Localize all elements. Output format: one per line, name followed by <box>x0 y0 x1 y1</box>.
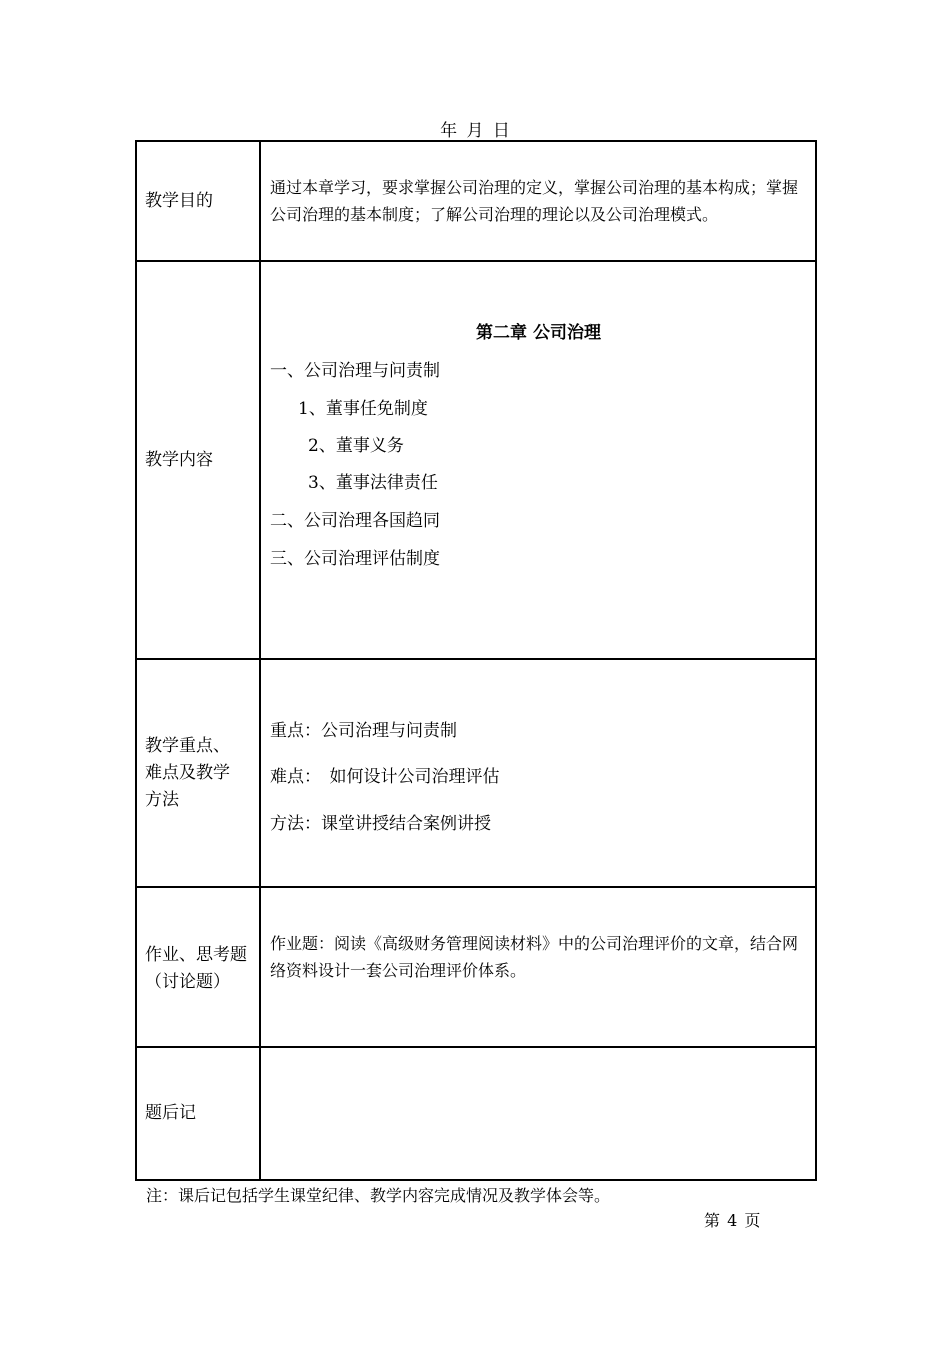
content-item: 二、公司治理各国趋同 <box>270 511 440 531</box>
label-teaching-goal: 教学目的 <box>136 141 260 261</box>
homework-cell <box>260 887 816 1047</box>
label-postscript: 题后记 <box>136 1047 260 1180</box>
key-points-cell <box>260 659 816 887</box>
row-teaching-content <box>136 261 816 659</box>
lesson-plan-table <box>135 140 817 1181</box>
row-homework <box>136 887 816 1047</box>
row-postscript <box>136 1047 816 1180</box>
homework-text: 作业题：阅读《高级财务管理阅读材料》中的公司治理评价的文章，结合网络资料设计一套公司治理评价体系。 <box>270 934 799 980</box>
label-homework <box>136 887 260 1047</box>
row-key-points <box>136 659 816 887</box>
content-item: 1、董事任免制度 <box>298 399 428 419</box>
teaching-goal-text <box>260 141 816 261</box>
method-line: 方法：课堂讲授结合案例讲授 <box>270 814 491 834</box>
difficulty-line: 难点： 如何设计公司治理评估 <box>270 767 500 787</box>
row-teaching-goal <box>136 141 816 261</box>
content-item: 一、公司治理与问责制 <box>270 361 440 381</box>
content-item: 3、董事法律责任 <box>308 473 438 493</box>
page-number: 第 4 页 <box>704 1211 762 1230</box>
key-points-label-text: 教学重点、难点及教学方法 <box>145 735 230 810</box>
homework-label-text: 作业、思考题（讨论题） <box>145 945 247 992</box>
label-key-points <box>136 659 260 887</box>
label-teaching-content: 教学内容 <box>136 261 260 659</box>
chapter-title: 第二章 公司治理 <box>476 323 601 343</box>
content-item: 三、公司治理评估制度 <box>270 549 440 569</box>
content-item: 2、董事义务 <box>308 436 404 456</box>
focus-line: 重点：公司治理与问责制 <box>270 721 457 741</box>
footnote: 注：课后记包括学生课堂纪律、教学内容完成情况及教学体会等。 <box>146 1186 611 1205</box>
teaching-content-cell <box>260 261 816 659</box>
date-line: 年 月 日 <box>440 121 512 141</box>
goal-paragraph: 通过本章学习，要求掌握公司治理的定义，掌握公司治理的基本构成；掌握公司治理的基本制度；了解公司治理的理论以及公司治理模式。 <box>270 178 799 224</box>
postscript-cell <box>260 1047 816 1180</box>
